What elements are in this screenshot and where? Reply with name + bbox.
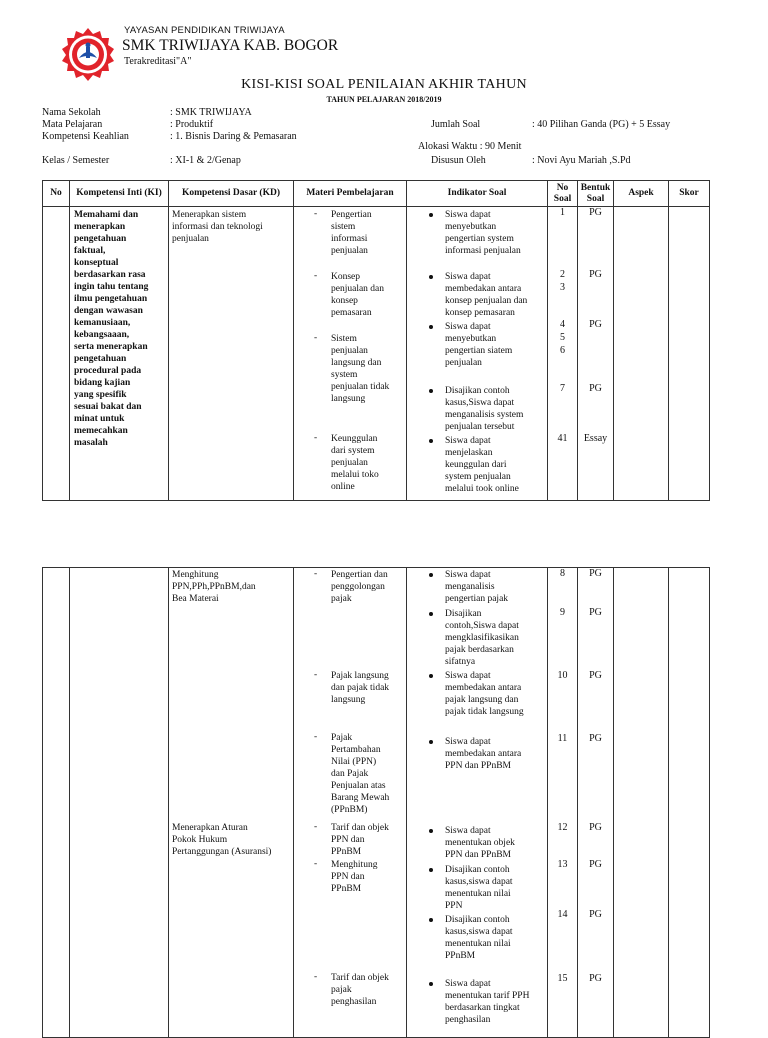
ki-line: faktual, — [74, 246, 106, 256]
header-materi: Materi Pembelajaran — [294, 181, 407, 207]
indikator-line: pajak tidak langsung — [445, 707, 524, 717]
document-subtitle: TAHUN PELAJARAN 2018/2019 — [326, 95, 442, 104]
ki-line: memecahkan — [74, 426, 128, 436]
materi-line: Pengertian dan — [331, 570, 388, 580]
materi-line: dan pajak tidak — [331, 683, 390, 693]
bullet-dot — [429, 982, 433, 986]
indikator-line: penghasilan — [445, 1015, 491, 1025]
indikator-line: Siswa dapat — [445, 272, 491, 282]
question-number: 5 — [560, 332, 565, 343]
indikator-line: pengertian siatem — [445, 346, 513, 356]
materi-line: Penjualan atas — [331, 781, 386, 791]
materi-line: penjualan — [331, 458, 368, 468]
ki-line: minat untuk — [74, 414, 125, 424]
materi-line: langsung — [331, 394, 366, 404]
header-indikator: Indikator Soal — [407, 181, 548, 207]
competency-label: Kompetensi Keahlian — [42, 131, 129, 142]
bullet-dot — [429, 918, 433, 922]
indikator-line: Siswa dapat — [445, 436, 491, 446]
ki-line: konseptual — [74, 258, 119, 268]
materi-line: konsep — [331, 296, 358, 306]
ki-line: ingin tahu tentang — [74, 282, 149, 292]
question-form: PG — [589, 822, 602, 833]
indikator-line: penjualan — [445, 358, 482, 368]
indikator-line: Siswa dapat — [445, 210, 491, 220]
materi-line: dan Pajak — [331, 769, 369, 779]
foundation-name: YAYASAN PENDIDIKAN TRIWIJAYA — [124, 25, 285, 36]
indikator-line: PPN — [445, 901, 463, 911]
ki-line: berdasarkan rasa — [74, 270, 146, 280]
question-number: 11 — [557, 733, 568, 744]
question-number: 6 — [560, 345, 565, 356]
indikator-line: sifatnya — [445, 657, 476, 667]
indikator-line: pengertian system — [445, 234, 514, 244]
materi-line: Konsep — [331, 272, 361, 282]
bullet-dot — [429, 829, 433, 833]
question-number: 1 — [560, 207, 565, 218]
indikator-line: menyebutkan — [445, 222, 497, 232]
question-number: 14 — [557, 909, 568, 920]
indikator-line: Siswa dapat — [445, 826, 491, 836]
materi-line: Barang Mewah — [331, 793, 390, 803]
header-ki: Kompetensi Inti (KI) — [70, 181, 169, 207]
ki-line: sesuai bakat dan — [74, 402, 142, 412]
bullet-dot — [429, 612, 433, 616]
indikator-line: Disajikan — [445, 609, 482, 619]
school-name: SMK TRIWIJAYA KAB. BOGOR — [122, 37, 339, 54]
question-number: 8 — [560, 568, 565, 579]
indikator-line: mengklasifikasikan — [445, 633, 519, 643]
subject-label: Mata Pelajaran — [42, 119, 103, 130]
table-row — [43, 207, 710, 501]
school-logo — [60, 26, 116, 82]
indikator-line: Siswa dapat — [445, 570, 491, 580]
kd-line: Bea Materai — [172, 594, 219, 604]
question-number: 9 — [560, 607, 565, 618]
indikator-line: informasi penjualan — [445, 246, 521, 256]
question-form: PG — [589, 909, 602, 920]
materi-line: PPnBM — [331, 884, 362, 894]
indikator-line: pajak berdasarkan — [445, 645, 514, 655]
bullet-dot — [429, 674, 433, 678]
indikator-line: Disajikan contoh — [445, 386, 510, 396]
dash-marker: - — [314, 822, 318, 832]
question-form: PG — [589, 269, 602, 280]
indikator-line: contoh,Siswa dapat — [445, 621, 519, 631]
materi-line: Nilai (PPN) — [331, 757, 377, 767]
indikator-line: menganalisis system — [445, 410, 524, 420]
class-value: : XI-1 & 2/Genap — [170, 155, 241, 166]
indikator-line: PPN dan PPnBM — [445, 761, 511, 771]
materi-line: system — [331, 370, 358, 380]
ki-line: serta menerapkan — [74, 342, 148, 352]
kd-line: Pertanggungan (Asuransi) — [172, 847, 272, 857]
kd-line: Menerapkan sistem — [172, 210, 247, 220]
indikator-line: menyebutkan — [445, 334, 497, 344]
materi-line: Tarif dan objek — [331, 823, 389, 833]
question-number: 13 — [557, 859, 568, 870]
materi-line: Tarif dan objek — [331, 973, 389, 983]
materi-line: penjualan dan — [331, 284, 385, 294]
indikator-line: kasus,Siswa dapat — [445, 398, 515, 408]
ki-line: kemanusiaan, — [74, 318, 131, 328]
ki-line: ilmu pengetahuan — [74, 294, 148, 304]
questions-value: : 40 Pilihan Ganda (PG) + 5 Essay — [532, 119, 671, 130]
question-form: PG — [589, 733, 602, 744]
materi-line: online — [331, 482, 355, 492]
grid-table-2 — [42, 567, 710, 1038]
materi-line: pajak — [331, 985, 352, 995]
dash-marker: - — [314, 271, 318, 281]
ki-line: kebangsaaan, — [74, 330, 130, 340]
indikator-line: PPN dan PPnBM — [445, 850, 511, 860]
materi-line: langsung — [331, 695, 366, 705]
dash-marker: - — [314, 569, 318, 579]
materi-line: penggolongan — [331, 582, 385, 592]
indikator-line: membedakan antara — [445, 749, 522, 759]
indikator-line: Siswa dapat — [445, 671, 491, 681]
question-form: PG — [589, 319, 602, 330]
materi-line: penjualan — [331, 246, 368, 256]
materi-line: Pajak — [331, 733, 353, 743]
header-aspek: Aspek — [614, 181, 669, 207]
materi-line: penghasilan — [331, 997, 377, 1007]
dash-marker: - — [314, 433, 318, 443]
materi-line: melalui toko — [331, 470, 379, 480]
question-form: PG — [589, 383, 602, 394]
question-number: 10 — [557, 670, 568, 681]
question-number: 12 — [557, 822, 568, 833]
question-number: 4 — [560, 319, 565, 330]
question-form: PG — [589, 973, 602, 984]
question-form: PG — [589, 859, 602, 870]
header-bentuk: Bentuk Soal — [578, 181, 614, 207]
indikator-line: menentukan nilai — [445, 939, 511, 949]
bullet-dot — [429, 740, 433, 744]
question-form: PG — [589, 568, 602, 579]
indikator-line: Disajikan contoh — [445, 915, 510, 925]
ki-line: yang spesifik — [74, 390, 127, 400]
ki-line: procedural pada — [74, 366, 142, 376]
time-allocation: Alokasi Waktu : 90 Menit — [418, 141, 522, 152]
indikator-line: membedakan antara — [445, 284, 522, 294]
author-label: Disusun Oleh — [431, 155, 486, 166]
materi-line: penjualan tidak — [331, 382, 390, 392]
kd-line: PPN,PPh,PPnBM,dan — [172, 582, 256, 592]
materi-line: sistem — [331, 222, 356, 232]
indikator-line: pengertian pajak — [445, 594, 509, 604]
materi-line: pajak — [331, 594, 352, 604]
dash-marker: - — [314, 333, 318, 343]
class-label: Kelas / Semester — [42, 155, 110, 166]
materi-line: informasi — [331, 234, 368, 244]
question-form: PG — [589, 670, 602, 681]
indikator-line: konsep pemasaran — [445, 308, 515, 318]
header-no-soal: No Soal — [548, 181, 578, 207]
indikator-line: PPnBM — [445, 951, 476, 961]
header-no: No — [43, 181, 70, 207]
bullet-dot — [429, 213, 433, 217]
table-header-row — [43, 181, 710, 207]
question-number: 3 — [560, 282, 565, 293]
materi-line: Menghitung — [331, 860, 378, 870]
materi-line: penjualan — [331, 346, 368, 356]
materi-line: pemasaran — [331, 308, 372, 318]
materi-line: PPN dan — [331, 835, 365, 845]
author-value: : Novi Ayu Mariah ,S.Pd — [532, 155, 631, 166]
accreditation: Terakreditasi"A" — [124, 56, 192, 67]
question-form: Essay — [583, 433, 608, 444]
indikator-line: menjelaskan — [445, 448, 493, 458]
ki-line: bidang kajian — [74, 378, 131, 388]
dash-marker: - — [314, 732, 318, 742]
question-number: 7 — [560, 383, 565, 394]
materi-line: Pajak langsung — [331, 671, 389, 681]
header-kd: Kompetensi Dasar (KD) — [169, 181, 294, 207]
school-value: : SMK TRIWIJAYA — [170, 107, 252, 118]
document-title: KISI-KISI SOAL PENILAIAN AKHIR TAHUN — [241, 77, 527, 92]
ki-line: menerapkan — [74, 222, 126, 232]
ki-line: pengetahuan — [74, 354, 127, 364]
indikator-line: Disajikan contoh — [445, 865, 510, 875]
indikator-line: Siswa dapat — [445, 322, 491, 332]
indikator-line: kasus,siswa dapat — [445, 927, 513, 937]
bullet-dot — [429, 868, 433, 872]
indikator-line: menentukan objek — [445, 838, 515, 848]
question-form: PG — [589, 607, 602, 618]
question-number: 15 — [557, 973, 568, 984]
ki-line: masalah — [74, 438, 108, 448]
dash-marker: - — [314, 972, 318, 982]
materi-line: Pengertian — [331, 210, 372, 220]
kd-line: informasi dan teknologi — [172, 222, 263, 232]
subject-value: : Produktif — [170, 119, 214, 130]
dash-marker: - — [314, 670, 318, 680]
indikator-line: membedakan antara — [445, 683, 522, 693]
kd-line: Pokok Hukum — [172, 835, 228, 845]
materi-line: Keunggulan — [331, 434, 378, 444]
table-row — [43, 568, 710, 1038]
materi-line: PPN dan — [331, 872, 365, 882]
grid-table-1 — [42, 180, 710, 501]
bullet-dot — [429, 325, 433, 329]
bullet-dot — [429, 573, 433, 577]
header-skor: Skor — [669, 181, 710, 207]
indikator-line: penjualan tersebut — [445, 422, 515, 432]
indikator-line: konsep penjualan dan — [445, 296, 528, 306]
materi-line: Pertambahan — [331, 745, 381, 755]
ki-line: pengetahuan — [74, 234, 127, 244]
questions-label: Jumlah Soal — [431, 119, 481, 130]
materi-line: (PPnBM) — [331, 805, 368, 815]
indikator-line: melalui took online — [445, 484, 519, 494]
indikator-line: menentukan tarif PPH — [445, 991, 530, 1001]
materi-line: langsung dan — [331, 358, 382, 368]
bullet-dot — [429, 439, 433, 443]
indikator-line: Siswa dapat — [445, 737, 491, 747]
bullet-dot — [429, 389, 433, 393]
ki-line: dengan wawasan — [74, 306, 143, 316]
bullet-dot — [429, 275, 433, 279]
question-number: 2 — [560, 269, 565, 280]
materi-line: PPnBM — [331, 847, 362, 857]
kd-line: penjualan — [172, 234, 209, 244]
question-form: PG — [589, 207, 602, 218]
indikator-line: system penjualan — [445, 472, 511, 482]
indikator-line: pajak langsung dan — [445, 695, 519, 705]
indikator-line: berdasarkan tingkat — [445, 1003, 520, 1013]
dash-marker: - — [314, 859, 318, 869]
indikator-line: menganalisis — [445, 582, 495, 592]
indikator-line: keunggulan dari — [445, 460, 507, 470]
ki-line: Memahami dan — [74, 210, 139, 220]
materi-line: Sistem — [331, 334, 357, 344]
competency-value: : 1. Bisnis Daring & Pemasaran — [170, 131, 297, 142]
materi-line: dari system — [331, 446, 375, 456]
dash-marker: - — [314, 209, 318, 219]
school-label: Nama Sekolah — [42, 107, 101, 118]
indikator-line: kasus,siswa dapat — [445, 877, 513, 887]
kd-line: Menghitung — [172, 570, 219, 580]
indikator-line: menentukan nilai — [445, 889, 511, 899]
kd-line: Menerapkan Aturan — [172, 823, 248, 833]
question-number: 41 — [557, 433, 568, 444]
indikator-line: Siswa dapat — [445, 979, 491, 989]
